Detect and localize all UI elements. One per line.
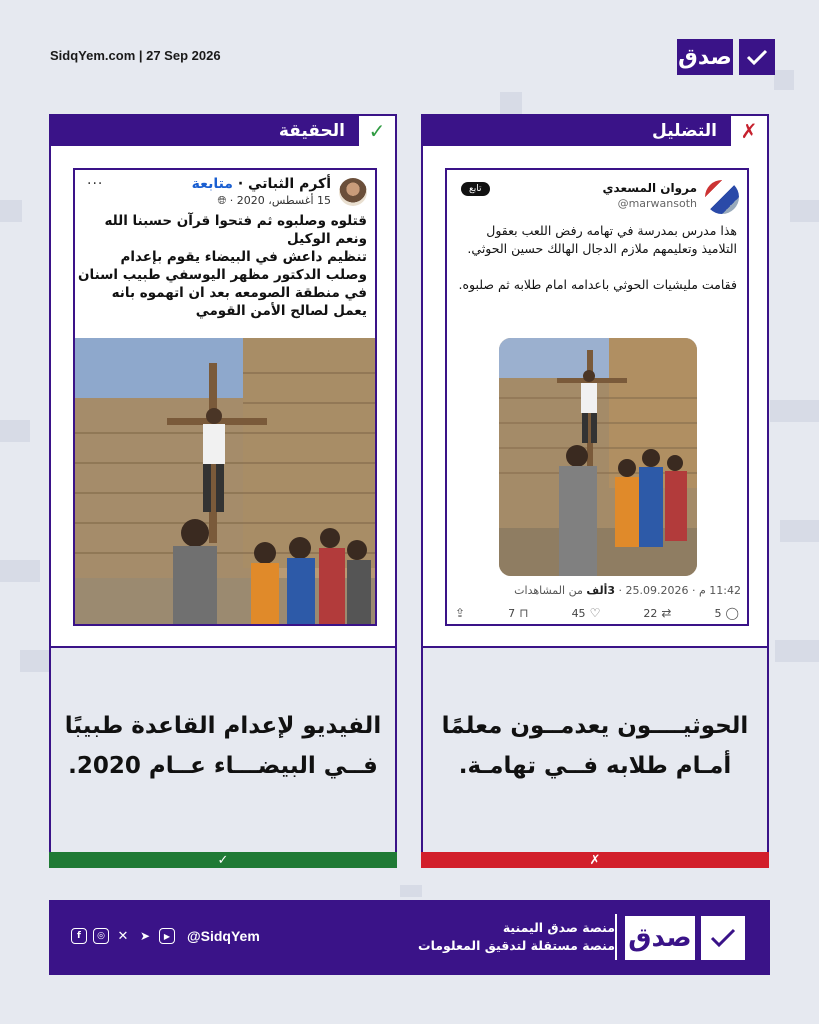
social-handle[interactable]: @SidqYem [187, 928, 260, 944]
tweet-stats: 11:42 م · 25.09.2026 · 3ألف من المشاهدات [514, 584, 741, 597]
truth-evidence-area [51, 146, 395, 646]
misleading-title: التضليل [652, 121, 717, 141]
brand-logo [677, 39, 775, 75]
decor-pixel [400, 885, 422, 897]
reply-count: 5 [714, 606, 722, 620]
tweet-header [455, 180, 739, 214]
org-tagline: منصة مستقلة لتدقيق المعلومات [418, 938, 615, 953]
follow-link[interactable]: متابعة [191, 176, 233, 192]
more-options-icon[interactable]: ··· [87, 176, 104, 192]
retweet-button[interactable] [643, 606, 671, 620]
truth-caption [61, 706, 385, 786]
reply-icon: ◯ [725, 606, 739, 620]
caption-line: الفيديو لإعدام القاعدة طبيبًا [64, 713, 382, 739]
views-label: من المشاهدات [514, 584, 583, 597]
retweet-count: 22 [643, 606, 658, 620]
globe-icon: · 🌐︎ [217, 194, 234, 207]
logo-check-icon [739, 39, 775, 75]
misleading-evidence-area [423, 146, 767, 646]
post-text [77, 212, 367, 320]
misleading-caption [433, 706, 757, 786]
facebook-icon[interactable]: f [71, 928, 87, 944]
check-icon: ✓ [359, 116, 395, 146]
cross-icon: ✗ [589, 852, 601, 868]
tweet-actions [455, 606, 739, 620]
misleading-panel [421, 114, 769, 868]
post-meta [217, 194, 331, 208]
like-count: 45 [571, 606, 586, 620]
bookmark-icon: ⊓ [519, 606, 529, 620]
footer-separator [615, 914, 617, 960]
decor-pixel [780, 520, 819, 542]
post-date: 15 أغسطس، 2020 [236, 194, 331, 207]
decor-pixel [0, 420, 30, 442]
tweet-card [445, 168, 749, 626]
org-name: منصة صدق اليمنية [502, 920, 615, 935]
logo-wordmark: صدق [677, 39, 733, 75]
like-button[interactable] [572, 606, 601, 620]
post-header [83, 176, 367, 208]
caption-line: أمـام طلابه فــي تهامـة. [458, 753, 732, 779]
bookmark-button[interactable] [508, 606, 528, 620]
youtube-icon[interactable]: ▶ [159, 928, 175, 944]
cross-icon: ✗ [731, 116, 767, 146]
truth-footer-bar [49, 852, 397, 868]
tweet-paragraph: هذا مدرس بمدرسة في تهامه رفض اللعب بعقول التلاميذ وتعليمهم ملازم الدجال الهالك حسين الحوثي. [467, 223, 737, 256]
check-icon: ✓ [217, 852, 229, 868]
avatar [339, 178, 367, 206]
post-paragraph: تنظيم داعش في البيضاء يقوم بإعدام وصلب الدكتور مظهر اليوسفي طبيب اسنان في منطقة الصومعه بعد ان اتهموه بانه يعمل لصالح الأمن القومي [77, 249, 367, 319]
social-links [71, 928, 175, 944]
misleading-footer-bar [421, 852, 769, 868]
decor-pixel [774, 70, 794, 90]
telegram-icon[interactable]: ➤ [139, 929, 151, 943]
instagram-icon[interactable]: ◎ [93, 928, 109, 944]
decor-pixel [770, 400, 819, 422]
organization-info [418, 919, 615, 955]
tweet-paragraph: فقامت مليشيات الحوثي باعدامه امام طلابه ثم صلبوه. [458, 277, 737, 292]
share-button[interactable] [455, 606, 465, 620]
truth-panel-header [51, 116, 395, 146]
panel-divider [423, 646, 767, 648]
logo-wordmark: صدق [625, 916, 695, 960]
post-photo [75, 338, 375, 624]
tweet-timestamp: 11:42 م · 25.09.2026 [625, 584, 741, 597]
x-icon[interactable]: ✕ [117, 928, 129, 944]
facebook-post [73, 168, 377, 626]
truth-title: الحقيقة [278, 121, 345, 141]
decor-pixel [775, 640, 819, 662]
truth-panel [49, 114, 397, 868]
follow-button[interactable]: تابع [461, 182, 490, 196]
avatar [705, 180, 739, 214]
tweet-handle: @marwansoth [617, 197, 697, 210]
share-icon: ⇪ [455, 606, 466, 620]
misleading-panel-header [423, 116, 767, 146]
post-paragraph: قتلوه وصلبوه ثم فتحوا قرآن حسبنا الله ونعم الوكيل [104, 213, 367, 247]
decor-pixel [0, 200, 22, 222]
caption-line: فــي البيضـــاء عــام 2020. [68, 753, 378, 779]
site-and-date: SidqYem.com | 27 Sep 2026 [50, 48, 221, 63]
footer-logo [625, 916, 745, 960]
decor-pixel [0, 560, 40, 582]
decor-pixel [20, 650, 50, 672]
decor-pixel [790, 200, 819, 222]
logo-check-icon [701, 916, 745, 960]
reply-button[interactable] [715, 606, 739, 620]
retweet-icon: ⇄ [661, 606, 672, 620]
tweet-video[interactable] [499, 338, 697, 576]
heart-icon: ♡ [589, 606, 601, 620]
views-count: 3ألف [586, 584, 616, 597]
decor-pixel [500, 92, 522, 114]
bookmark-count: 7 [508, 606, 516, 620]
footer-bar [49, 900, 770, 975]
tweet-author: مروان المسعدي [602, 181, 697, 195]
panel-divider [51, 646, 395, 648]
author-name: أكرم الثباتي [248, 176, 331, 192]
tweet-text [455, 222, 737, 312]
post-author: أكرم الثباتي · متابعة [191, 176, 331, 192]
caption-line: الحوثيــــون يعدمــون معلمًا [441, 713, 749, 739]
